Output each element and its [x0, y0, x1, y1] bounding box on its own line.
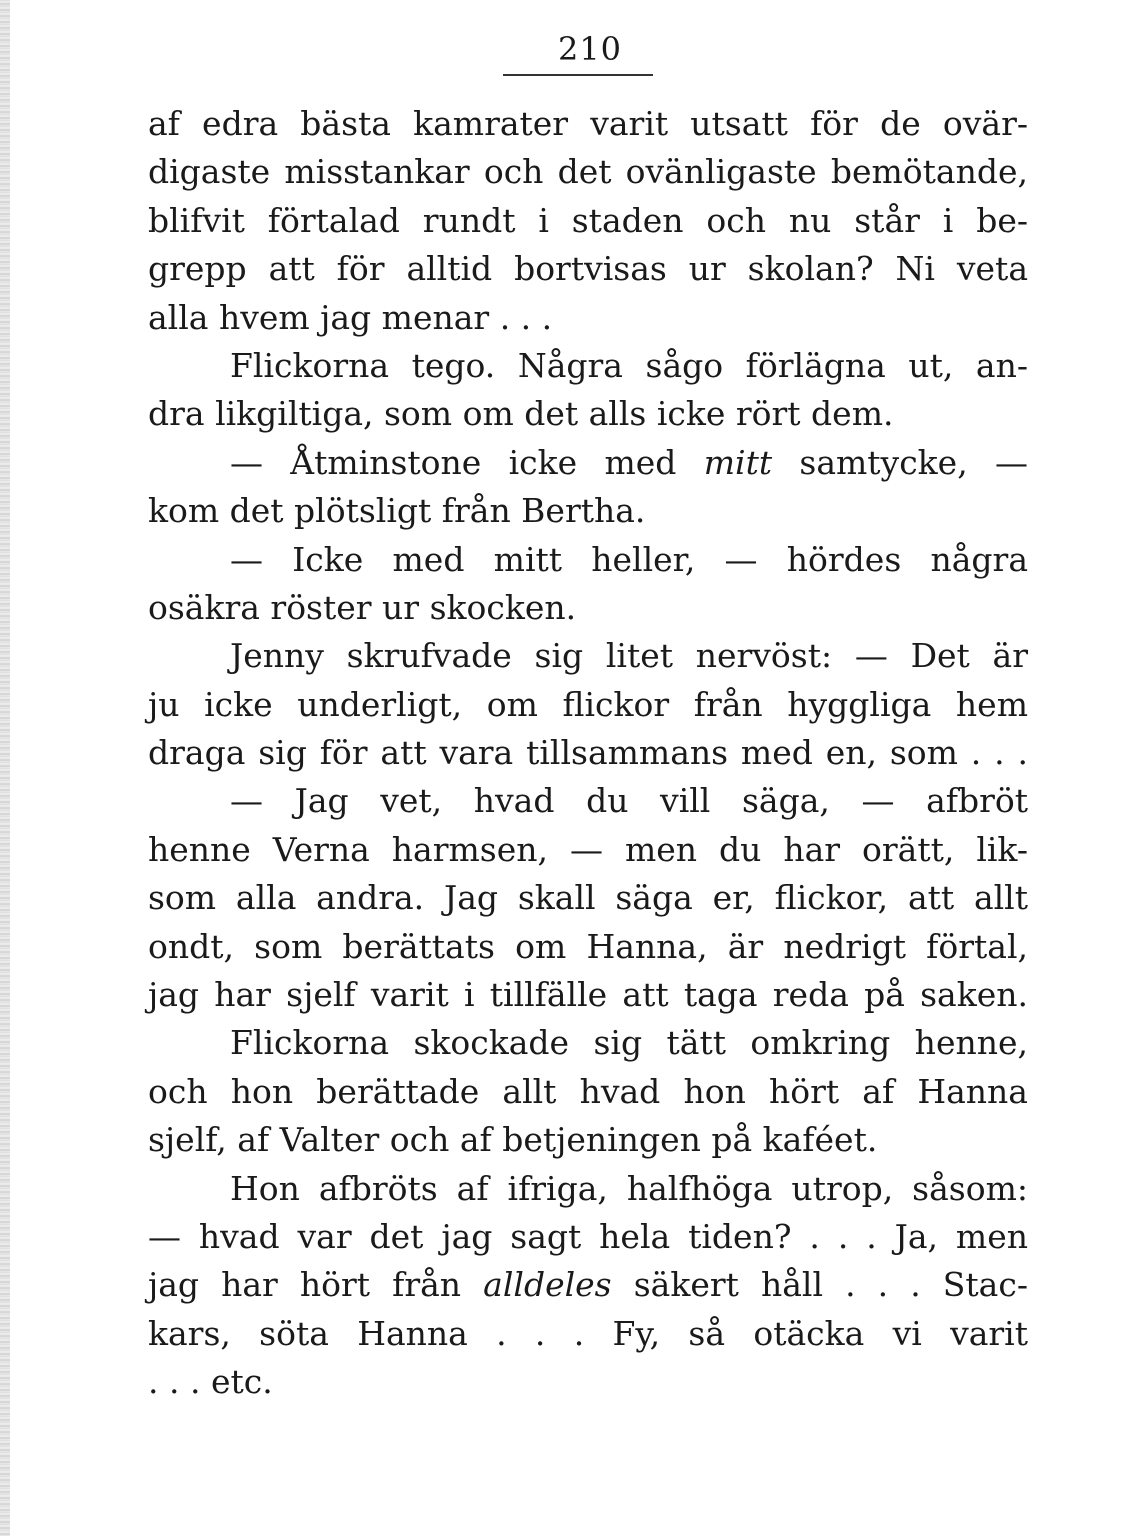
- text-line: ju icke underligt, om flickor från hyggliga hem: [148, 684, 1028, 724]
- text-segment: samtycke, —: [772, 442, 1028, 482]
- text-line: kars, söta Hanna . . . Fy, så otäcka vi varit: [148, 1313, 1028, 1353]
- page-number: 210: [557, 30, 623, 68]
- text-line: . . . etc.: [148, 1362, 273, 1402]
- page-number-rule: [503, 74, 653, 76]
- emphasis-text: mitt: [703, 442, 773, 482]
- text-line: alla hvem jag menar . . .: [148, 297, 553, 337]
- text-segment: säkert håll . . . Stac-: [611, 1265, 1028, 1305]
- text-line: — Icke med mitt heller, — hördes några: [230, 539, 1028, 579]
- text-line: sjelf, af Valter och af betjeningen på kaféet.: [148, 1120, 878, 1160]
- text-line: [148, 1261, 1028, 1309]
- text-line: som alla andra. Jag skall säga er, flickor, att allt: [148, 878, 1028, 918]
- text-line: dra likgiltiga, som om det alls icke rört dem.: [148, 394, 894, 434]
- text-line: — hvad var det jag sagt hela tiden? . . . Ja, men: [148, 1216, 1028, 1256]
- text-line: och hon berättade allt hvad hon hört af Hanna: [148, 1071, 1028, 1111]
- text-line: jag har sjelf varit i tillfälle att taga reda på saken.: [148, 975, 1028, 1015]
- text-line: Flickorna skockade sig tätt omkring henne,: [230, 1023, 1028, 1063]
- text-line: af edra bästa kamrater varit utsatt för de ovär-: [148, 104, 1028, 143]
- text-line: Jenny skrufvade sig litet nervöst: — Det är: [230, 636, 1028, 676]
- text-line: blifvit förtalad rundt i staden och nu står i be-: [148, 200, 1028, 240]
- text-line: Flickorna tego. Några sågo förlägna ut, an-: [230, 345, 1028, 385]
- emphasis-text: alldeles: [483, 1265, 612, 1305]
- text-line: osäkra röster ur skocken.: [148, 587, 577, 627]
- text-line: henne Verna harmsen, — men du har orätt, lik-: [148, 829, 1028, 869]
- text-line: digaste misstankar och det ovänligaste bemötande,: [148, 152, 1028, 192]
- text-line: ondt, som berättats om Hanna, är nedrigt förtal,: [148, 926, 1028, 966]
- text-line: grepp att för alltid bortvisas ur skolan? Ni veta: [148, 249, 1028, 289]
- text-segment: — Åtminstone icke med: [230, 442, 704, 482]
- text-line: — Jag vet, hvad du vill säga, — afbröt: [230, 781, 1028, 821]
- text-segment: jag har hört från: [148, 1265, 484, 1305]
- text-line: draga sig för att vara tillsammans med en, som . . .: [148, 733, 1028, 773]
- body-text: [148, 100, 1028, 1407]
- text-line: [148, 439, 1028, 487]
- text-line: kom det plötsligt från Bertha.: [148, 491, 646, 531]
- text-line: Hon afbröts af ifriga, halfhöga utrop, såsom:: [230, 1168, 1028, 1208]
